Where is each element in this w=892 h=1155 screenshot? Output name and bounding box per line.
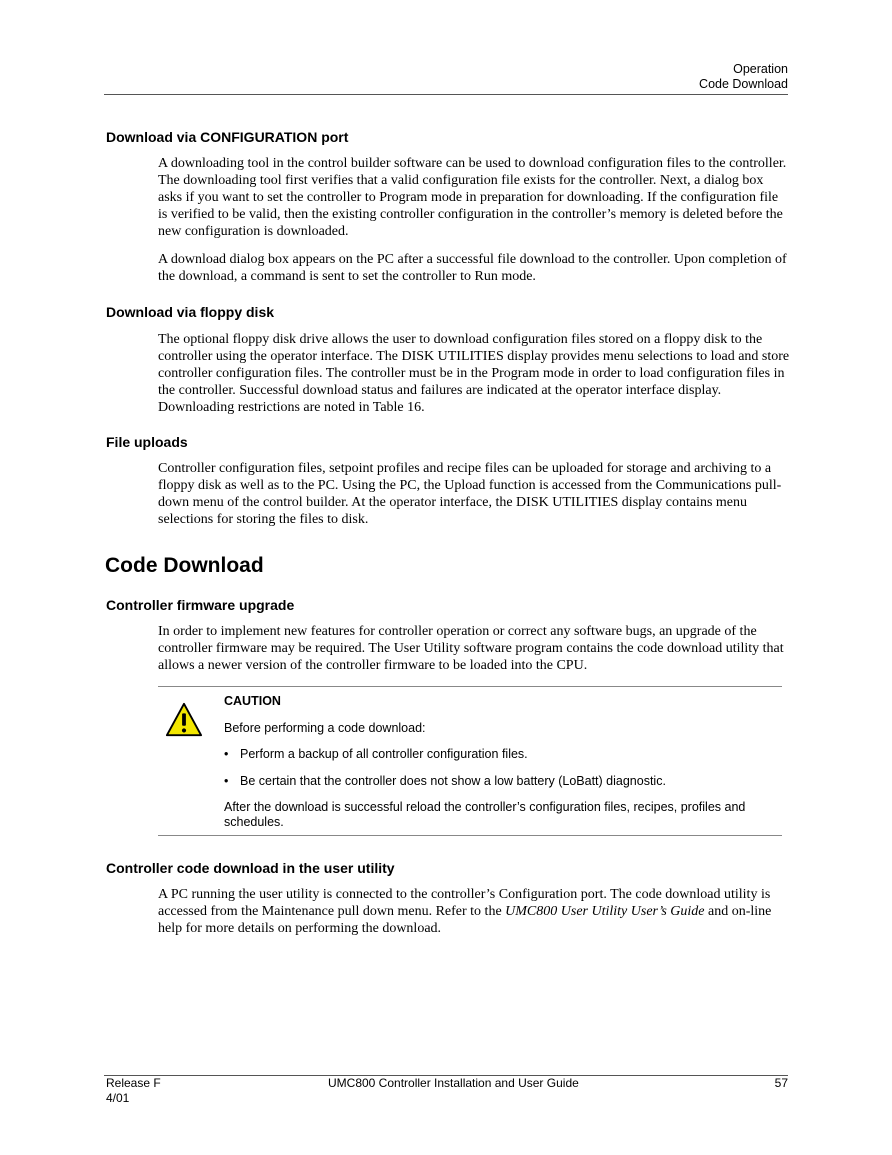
footer-release: Release F: [106, 1076, 161, 1090]
user-utility-text-end: and on-line help for more details on performing the download.: [158, 904, 772, 936]
caution-box: [158, 686, 782, 836]
heading-config-port: Download via CONFIGURATION port: [106, 129, 349, 145]
header-subsection: Code Download: [699, 77, 788, 91]
footer-page-number: 57: [774, 1076, 788, 1090]
bullet-icon: •: [224, 774, 229, 788]
heading-floppy: Download via floppy disk: [106, 304, 275, 320]
paragraph-config-port-1: A downloading tool in the control builder software can be used to download configuration files to the controller. The downloading tool first verifies that a valid configuration file exists for the controller. Next, a dialog box asks if you want to set the controller to Program mode in preparation for downloading. If the configuration file is verified to be valid, then the existing controller configuration in the controller’s memory is deleted before the new configuration is downloaded.: [158, 156, 787, 239]
paragraph-firmware-upgrade: In order to implement new features for controller operation or correct any software bugs, an upgrade of the controller firmware may be required. The User Utility software program contains the code download utility that allows a newer version of the controller firmware to be loaded into the CPU.: [158, 624, 784, 673]
paragraph-floppy: The optional floppy disk drive allows the user to download configuration files stored on a floppy disk to the controller using the operator interface. The DISK UTILITIES display provides menu selections to load and store controller configuration files. The controller must be in the Program mode in order to load configuration files in the controller. Successful download status and failures are indicated at the operator interface display. Downloading restrictions are noted in Table 16.: [158, 332, 790, 415]
heading-file-uploads: File uploads: [106, 434, 188, 450]
section-title-code-download: Code Download: [105, 554, 264, 577]
paragraph-config-port-2: A download dialog box appears on the PC after a successful file download to the controller. Upon completion of the download, a command is sent to set the controller to Run mode.: [158, 252, 787, 284]
user-utility-text-start: A PC running the user utility is connected to the controller’s Configuration port. The code download utility is accessed from the Maintenance pull down menu. Refer to the: [158, 887, 771, 919]
caution-bullet: [224, 774, 666, 789]
caution-intro: Before performing a code download:: [224, 721, 426, 735]
caution-bullet-text: Perform a backup of all controller configuration files.: [240, 747, 528, 761]
header-section: Operation: [733, 62, 788, 76]
paragraph-user-utility: [158, 886, 790, 937]
footer-title: UMC800 Controller Installation and User Guide: [328, 1076, 579, 1090]
caution-after: After the download is successful reload the controller’s configuration files, recipes, profiles and schedules.: [224, 800, 746, 829]
caution-title: CAUTION: [224, 694, 281, 708]
footer-date: 4/01: [106, 1091, 130, 1105]
caution-bullet: [224, 747, 528, 762]
paragraph-file-uploads: Controller configuration files, setpoint profiles and recipe files can be uploaded for storage and archiving to a floppy disk as well as to the PC. Using the PC, the Upload function is accessed from the Communications pull-down menu of the control builder. At the operator interface, the DISK UTILITIES display contains menu selections for storing the files to disk.: [158, 461, 782, 527]
heading-firmware-upgrade: Controller firmware upgrade: [106, 597, 295, 613]
warning-triangle-icon: [165, 701, 203, 739]
header-divider: [104, 94, 788, 95]
guide-title-reference: UMC800 User Utility User’s Guide: [505, 904, 705, 919]
bullet-icon: •: [224, 747, 229, 761]
heading-user-utility: Controller code download in the user utility: [106, 860, 395, 876]
caution-bullet-text: Be certain that the controller does not show a low battery (LoBatt) diagnostic.: [240, 774, 666, 788]
running-header: [104, 62, 788, 92]
footer-release-block: [106, 1076, 161, 1106]
